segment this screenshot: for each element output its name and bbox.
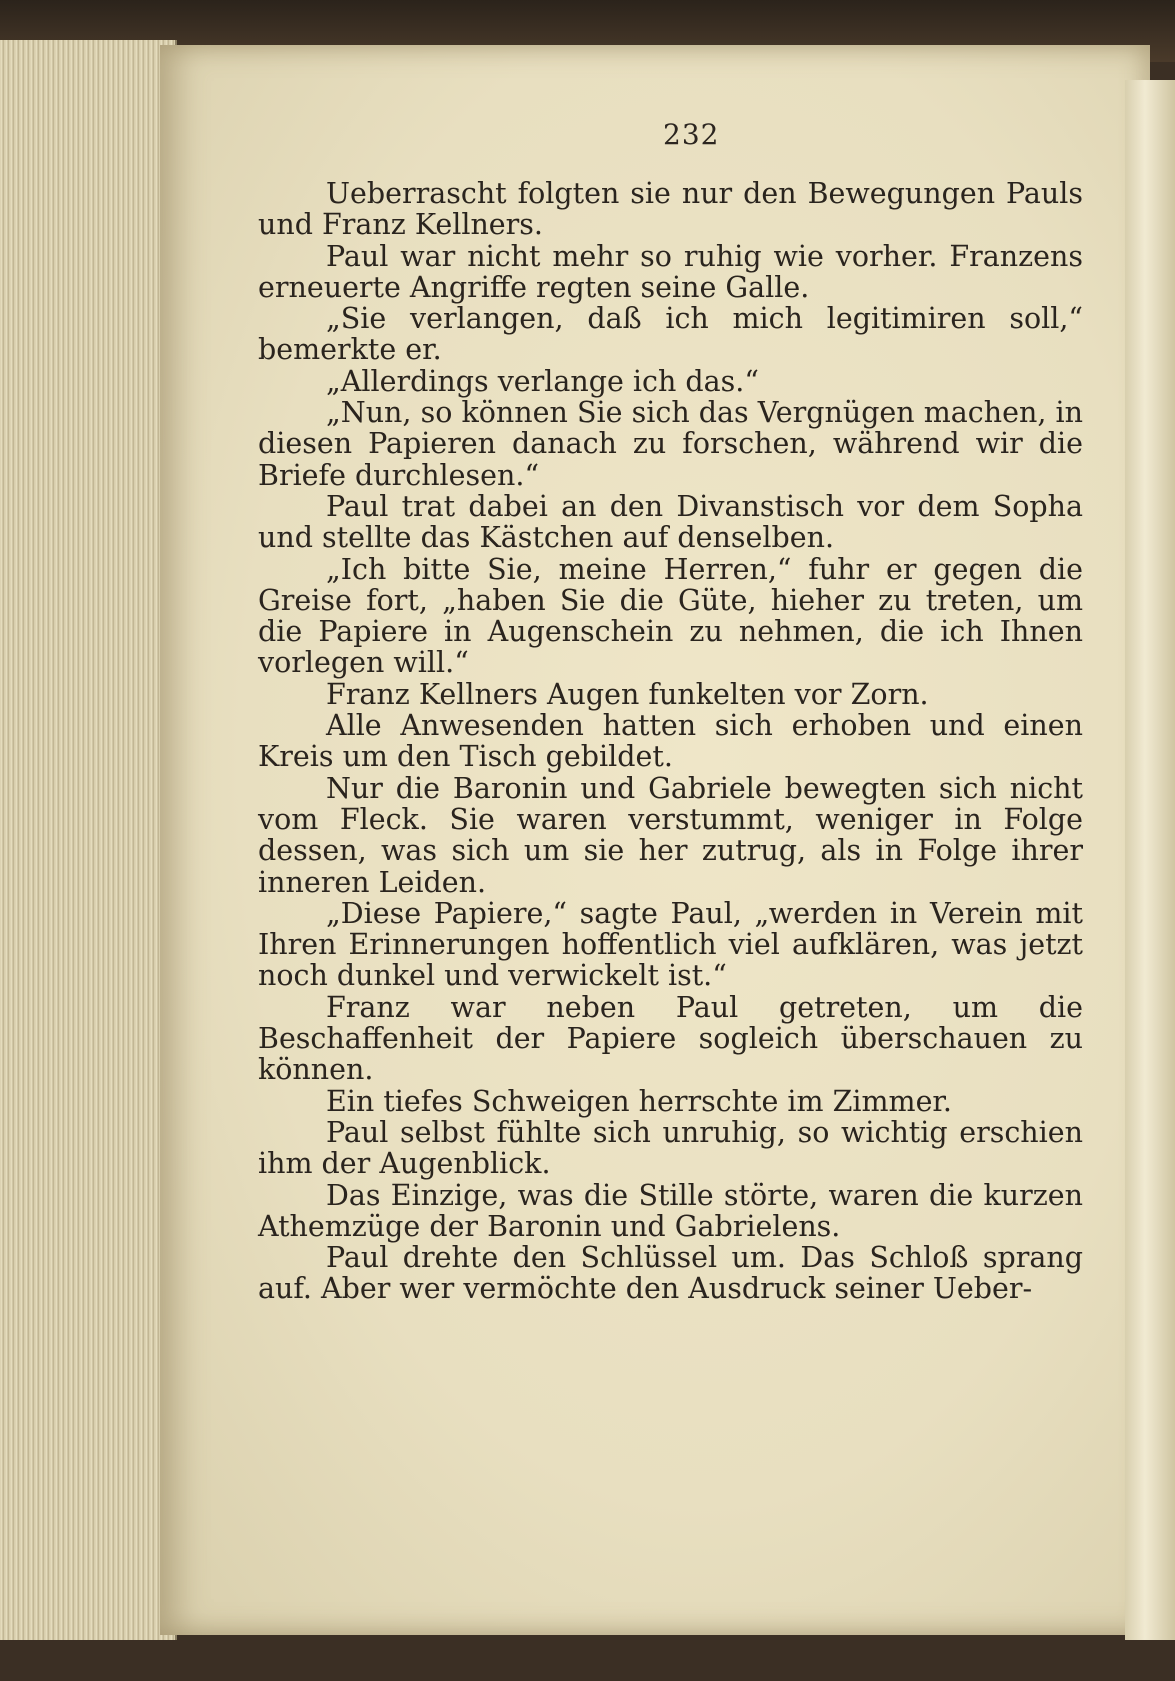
paragraph: Ein tiefes Schweigen herrschte im Zimmer. [326,1084,952,1118]
paragraph: „Allerdings verlange ich das.“ [326,364,759,398]
paragraph: Nur die Baronin und Gabriele bewegten sich nicht vom Fleck. Sie waren verstummt, weniger in Folge dessen, was sich um sie her zutrug, als in Folge ihrer inneren Leiden. [258,771,1083,899]
body-text [258,178,1083,1305]
paragraph: Ueberrascht folgten sie nur den Bewegungen Pauls und Franz Kellners. [258,177,1083,242]
paragraph: Paul war nicht mehr so ruhig wie vorher. Franzens erneuerte Angriffe regten seine Galle. [258,239,1083,304]
paragraph: Franz Kellners Augen funkelten vor Zorn. [326,677,929,711]
paragraph: „Sie verlangen, daß ich mich legitimiren soll,“ bemerkte er. [258,302,1083,367]
paragraph: Alle Anwesenden hatten sich erhoben und einen Kreis um den Tisch gebildet. [258,709,1083,774]
paragraph: „Ich bitte Sie, meine Herren,“ fuhr er gegen die Greise fort, „haben Sie die Güte, hieher zu treten, um die Papiere in Augenschein zu nehmen, die ich Ihnen vorlegen will.“ [258,552,1083,680]
page-number: 232 [663,118,720,151]
paragraph: Paul trat dabei an den Divanstisch vor dem Sopha und stellte das Kästchen auf denselben. [258,489,1083,555]
paragraph: Paul selbst fühlte sich unruhig, so wichtig erschien ihm der Augenblick. [258,1115,1083,1181]
paragraph: Franz war neben Paul getreten, um die Beschaffenheit der Papiere sogleich überschauen zu können. [258,990,1083,1087]
page-stack-edge [0,40,177,1640]
right-page-edge [1125,80,1175,1640]
paragraph: „Nun, so können Sie sich das Vergnügen machen, in diesen Papieren danach zu forschen, während wir die Briefe durchlesen.“ [258,396,1083,492]
paragraph: „Diese Papiere,“ sagte Paul, „werden in Verein mit Ihren Erinnerungen hoffentlich viel aufklären, was jetzt noch dunkel und verwickelt ist.“ [258,896,1083,993]
paragraph: Das Einzige, was die Stille störte, waren die kurzen Athemzüge der Baronin und Gabrielens. [258,1178,1083,1243]
paragraph: Paul drehte den Schlüssel um. Das Schloß sprang auf. Aber wer vermöchte den Ausdruck seiner Ueber- [258,1241,1083,1306]
